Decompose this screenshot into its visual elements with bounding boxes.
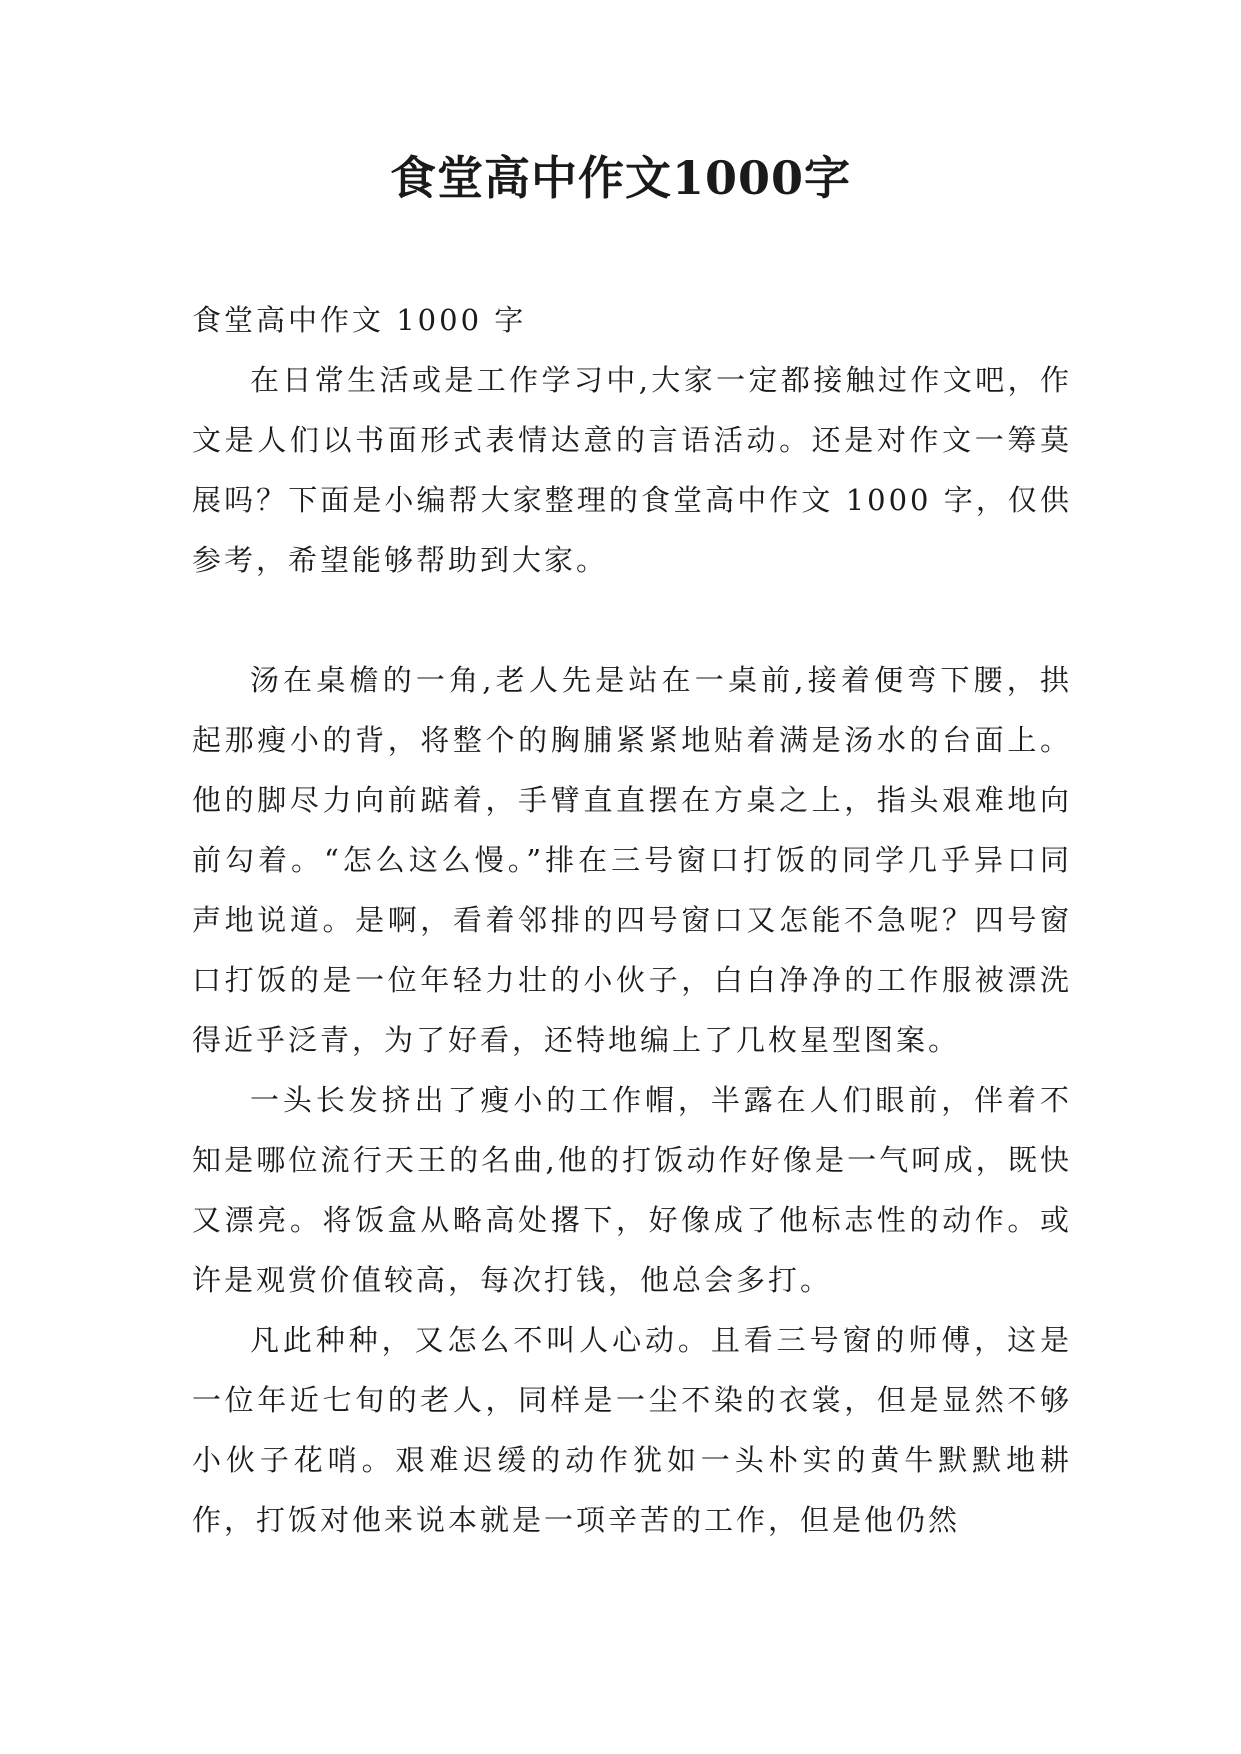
paragraph-old-master: 凡此种种，又怎么不叫人心动。且看三号窗的师傅，这是一位年近七旬的老人，同样是一尘不染的衣裳，但是显然不够小伙子花哨。艰难迟缓的动作犹如一头朴实的黄牛默默地耕作，打饭对他来说本就是一项辛苦的工作，但是他仍然 [192, 1323, 1072, 1537]
paragraph-young-worker: 一头长发挤出了瘦小的工作帽，半露在人们眼前，伴着不知是哪位流行天王的名曲,他的打饭动作好像是一气呵成，既快又漂亮。将饭盒从略高处撂下，好像成了他标志性的动作。或许是观赏价值较高，每次打钱，他总会多打。 [192, 1083, 1072, 1297]
paragraph-spacer [192, 590, 1072, 650]
paragraph-soup: 汤在桌檐的一角,老人先是站在一桌前,接着便弯下腰，拱起那瘦小的背，将整个的胸脯紧紧地贴着满是汤水的台面上。他的脚尽力向前踮着，手臂直直摆在方桌之上，指头艰难地向前勾着。“怎么这么慢。”排在三号窗口打饭的同学几乎异口同声地说道。是啊，看着邻排的四号窗口又怎能不急呢？四号窗口打饭的是一位年轻力壮的小伙子，白白净净的工作服被漂洗得近乎泛青，为了好看，还特地编上了几枚星型图案。 [192, 663, 1072, 1057]
document-title: 食堂高中作文1000字 [389, 151, 852, 205]
document-subtitle: 食堂高中作文 1000 字 [192, 303, 527, 337]
paragraph-intro: 在日常生活或是工作学习中,大家一定都接触过作文吧，作文是人们以书面形式表情达意的言语活动。还是对作文一筹莫展吗？下面是小编帮大家整理的食堂高中作文 1000 字，仅供参考，希望能够帮助到大家。 [192, 363, 1072, 577]
document-body [192, 290, 1072, 1550]
